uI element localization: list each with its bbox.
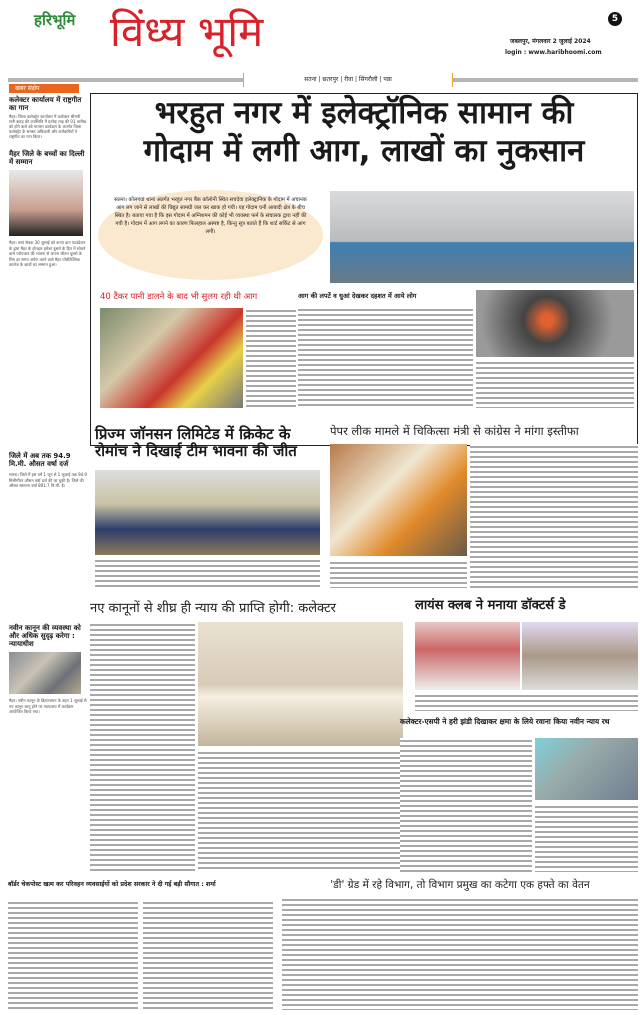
article-body-text (415, 693, 638, 711)
sidebar-title: मैहर जिले के बच्चों का दिल्ली में सम्मान (9, 150, 85, 167)
story-headline: नए कानूनों से शीघ्र ही न्याय की प्राप्ति होगी: कलेक्टर (90, 601, 336, 616)
brand-logo: हरिभूमि (34, 11, 76, 29)
sidebar-title: जिले में अब तक 94.9 मि.मी. औसत वर्षा दर्ज (9, 452, 71, 469)
lead-subhead: आग की लपटें व धुआं देखकर दहशत में आये लोग (298, 292, 417, 300)
sidebar-tag: खबर संक्षेप (9, 84, 79, 93)
fire-photo (330, 191, 634, 283)
masthead-title: विंध्य भूमि (110, 7, 264, 56)
lead-subhead: 40 टैंकर पानी डालने के बाद भी सुलग रही थी आग (100, 292, 258, 302)
lead-headline: गोदाम में लगी आग, लाखों का नुकसान (143, 133, 585, 169)
lions-club-photo (415, 622, 520, 690)
story-headline: कलेक्टर-एसपी ने हरी झंडी दिखाकर क्षमा के लिये रवाना किया नवीन न्याय रथ (400, 717, 610, 726)
article-body-text (400, 738, 532, 872)
login-link[interactable]: login : www.haribhoomi.com (505, 49, 602, 56)
page-number: 5 (608, 12, 622, 26)
article-body-text (246, 308, 296, 408)
article-body-text (476, 360, 634, 408)
fire-tankers-photo (100, 308, 243, 408)
fire-smoke-photo (476, 290, 634, 357)
lead-headline: भरहुत नगर में इलेक्ट्रॉनिक सामान की (154, 95, 574, 131)
sidebar-body: मैहर। स्वयं सेवक 30 जुलाई को कन्या दान फाउंडेशन के द्वारा मैहर के होनहार हमेशा दूसरो के हित में सोचने वाले परोपकार की भावना से अपना जीवन दूसरो के लिए हर समय अर्पण करने वाले मैहर पॉलीटेक्निक कालेज के छात्रों का सम्मान हुआ। (9, 240, 86, 267)
story-headline: पेपर लीक मामले में चिकित्सा मंत्री से कांग्रेस ने मांगा इस्तीफा (330, 424, 579, 438)
sidebar-photo (9, 652, 81, 694)
story-headline: लायंस क्लब ने मनाया डॉक्टर्स डे (415, 598, 566, 613)
collector-meeting-photo (198, 622, 403, 746)
lions-club-photo (522, 622, 638, 690)
article-body-text (143, 900, 273, 1010)
article-body-text (95, 558, 320, 588)
article-body-text (8, 900, 138, 1010)
article-body-text (298, 307, 473, 407)
article-body-text (90, 622, 195, 872)
story-headline: प्रिज्म जॉनसन लिमिटेड में क्रिकेट के रोमांच ने दिखाई टीम भावना की जीत (95, 425, 297, 461)
edition-list: सतना | छतरपुर | रीवा | सिंगरौली | पन्ना (243, 73, 453, 87)
sidebar-body: सतना। जिले में इस वर्ष 1 जून से 1 जुलाई तक 94.9 मिलीमीटर औसत वर्षा दर्ज की जा चुकी है। जिले की औसत सामान्य वर्षा 891.7 मि.मी. है। (9, 472, 87, 488)
sidebar-body: मैहर। नवीन कानून के क्रियान्वयन के तहत 1 जुलाई से नए कानून लागू होने पर न्यायालय में कार्यक्रम आयोजित किया गया। (9, 698, 87, 714)
congress-protest-photo (330, 444, 467, 556)
article-body-text (470, 444, 638, 588)
article-body-text (330, 560, 467, 588)
lead-intro-text: सतना। कोलगवां थाना अंतर्गत भरहुत नगर बैंक कॉलोनी स्थित सचदेवा इलेक्ट्रानिक के गोदाम में अचानक आग लग जाने से लाखों की विद्युत सामग्री जल कर खाक हो गयी। यह गोदाम घनी आबादी क्षेत्र के बीच स्थित है। बताया गया है कि इस गोदाम में अग्निशमन की कोई भी व्यवस्था फर्म के संचालक द्वारा नहीं की गयी है। गोदाम में आग लगने का कारण फिलहाल अस्पष्ट है, किन्तु सूत्र बताते हैं कि शार्ट सर्किट से आग लगी। (114, 197, 307, 235)
sidebar-title: नवीन कानून की व्यवस्था को और अधिक सुदृढ़ करेगा : न्यायाधीश (9, 624, 81, 649)
dateline: जबलपुर, मंगलवार 2 जुलाई 2024 (510, 38, 591, 45)
sidebar-body: मैहर। जिला कलेक्ट्रेट कार्यालय में कलेक्टर श्रीमती रानी बाटड़ की उपस्थिति में प्रत्येक माह की 01 तारीख को होने वाले वंदे मातरम कार्यक्रम के अंतर्गत जिला कलेक्ट्रेट के समस्त अधिकारी और कर्मचारियों ने राष्ट्रगीत का गान किया। (9, 114, 87, 139)
nyay-rath-photo (535, 738, 638, 800)
story-headline: बॉर्डर चेकपोस्ट खत्म कर परिवहन व्यवसाईयों को प्रदेश सरकार ने दी गई बड़ी सौगात : शर्मा (8, 881, 216, 888)
sidebar-title: कलेक्टर कार्यालय में राष्ट्रगीत का गान (9, 96, 82, 113)
article-body-text (198, 750, 403, 872)
cricket-team-photo (95, 470, 320, 555)
article-body-text (535, 804, 638, 872)
story-headline: 'डी' ग्रेड में रहे विभाग, तो विभाग प्रमुख का कटेगा एक हफ्ते का वेतन (330, 879, 590, 891)
article-body-text (282, 897, 638, 1010)
sidebar-photo (9, 170, 83, 236)
